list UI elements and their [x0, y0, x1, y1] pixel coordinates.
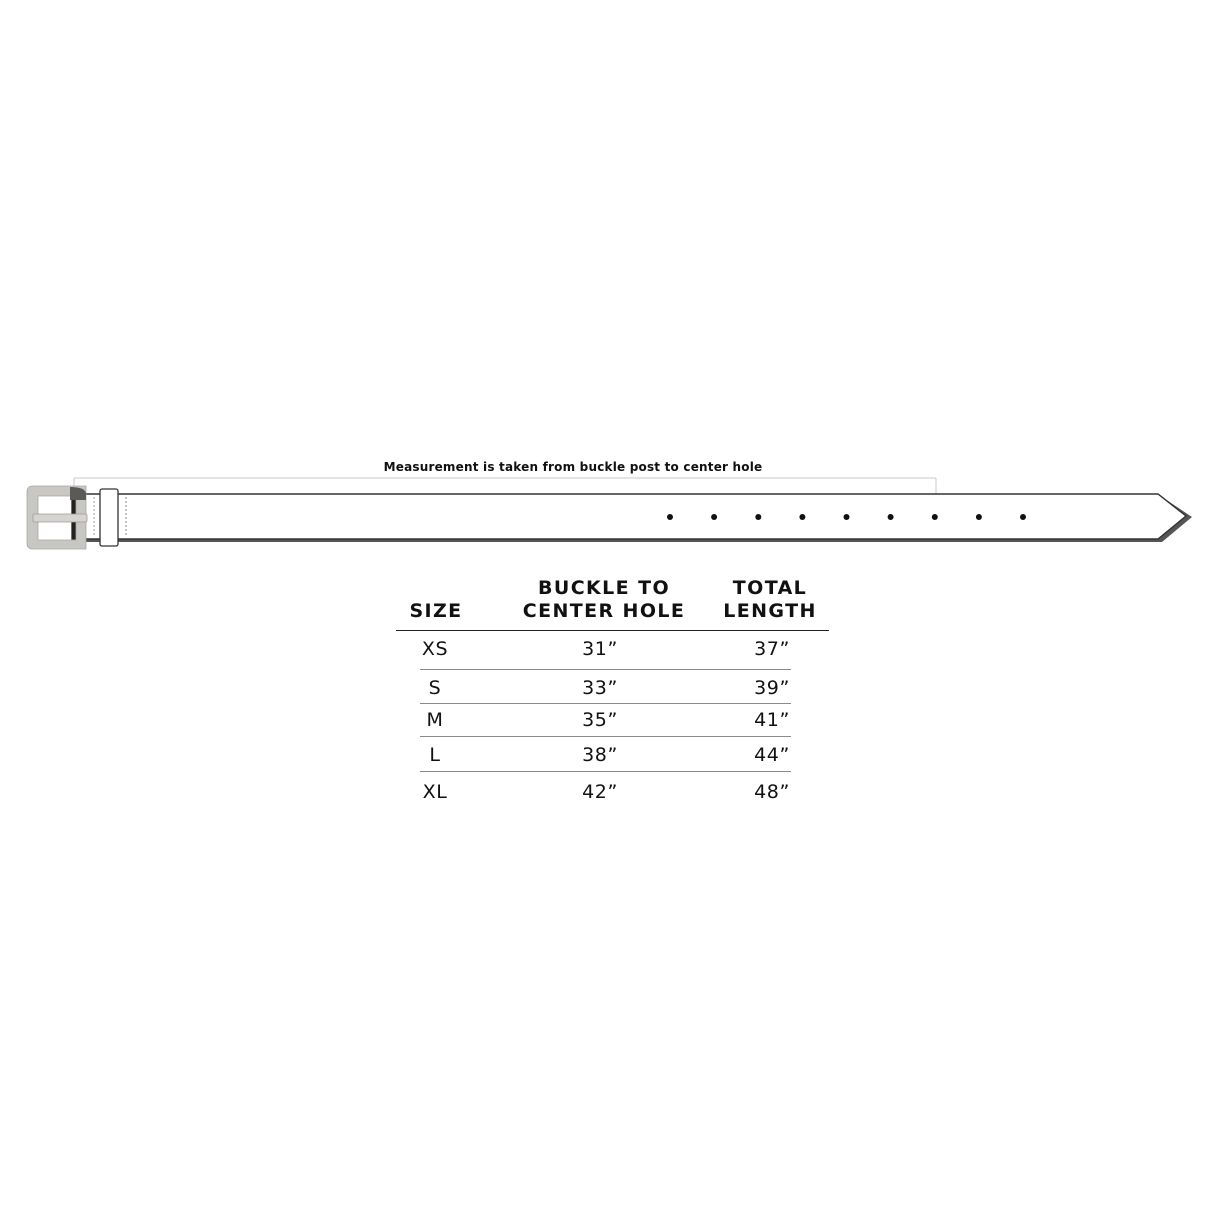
row-buckle-to-center-hole: 38”	[582, 744, 618, 766]
row-buckle-to-center-hole: 35”	[582, 709, 618, 731]
size-table	[396, 574, 830, 814]
header-total-line1: TOTAL	[732, 577, 808, 599]
row-total-length: 37”	[754, 638, 790, 660]
row-size: XL	[422, 781, 448, 803]
header-divider	[396, 630, 829, 631]
belt-hole-icon	[799, 514, 805, 520]
table-row	[396, 779, 830, 805]
belt-hole-icon	[1020, 514, 1026, 520]
measurement-caption: Measurement is taken from buckle post to center hole	[383, 460, 763, 474]
row-size: S	[428, 677, 442, 699]
table-row	[396, 675, 830, 701]
measurement-guide	[74, 478, 936, 494]
row-total-length: 39”	[754, 677, 790, 699]
belt-hole-icon	[976, 514, 982, 520]
belt-hole-icon	[932, 514, 938, 520]
belt-hole-icon	[844, 514, 850, 520]
header-buckle-line1: BUCKLE TO	[538, 577, 670, 599]
header-total-length	[712, 577, 828, 623]
row-divider	[420, 669, 791, 670]
row-buckle-to-center-hole: 31”	[582, 638, 618, 660]
row-divider	[420, 771, 791, 772]
header-buckle-to-center-hole	[514, 577, 694, 623]
row-size: M	[426, 709, 444, 731]
header-size-label: SIZE	[409, 600, 463, 622]
belt-hole-icon	[667, 514, 673, 520]
row-buckle-to-center-hole: 42”	[582, 781, 618, 803]
belt-hole-icon	[755, 514, 761, 520]
belt-hole-icon	[888, 514, 894, 520]
row-divider	[420, 736, 791, 737]
row-size: L	[429, 744, 441, 766]
header-size	[396, 600, 476, 623]
row-size: XS	[421, 638, 449, 660]
table-row	[396, 707, 830, 733]
belt-hole-icon	[711, 514, 717, 520]
row-total-length: 48”	[754, 781, 790, 803]
table-row	[396, 742, 830, 768]
row-buckle-to-center-hole: 33”	[582, 677, 618, 699]
table-row	[396, 636, 830, 662]
belt-loop-icon	[100, 489, 118, 546]
row-total-length: 44”	[754, 744, 790, 766]
row-divider	[420, 703, 791, 704]
header-buckle-line2: CENTER HOLE	[522, 600, 686, 622]
row-total-length: 41”	[754, 709, 790, 731]
buckle-icon	[27, 486, 87, 549]
header-total-line2: LENGTH	[723, 600, 817, 622]
